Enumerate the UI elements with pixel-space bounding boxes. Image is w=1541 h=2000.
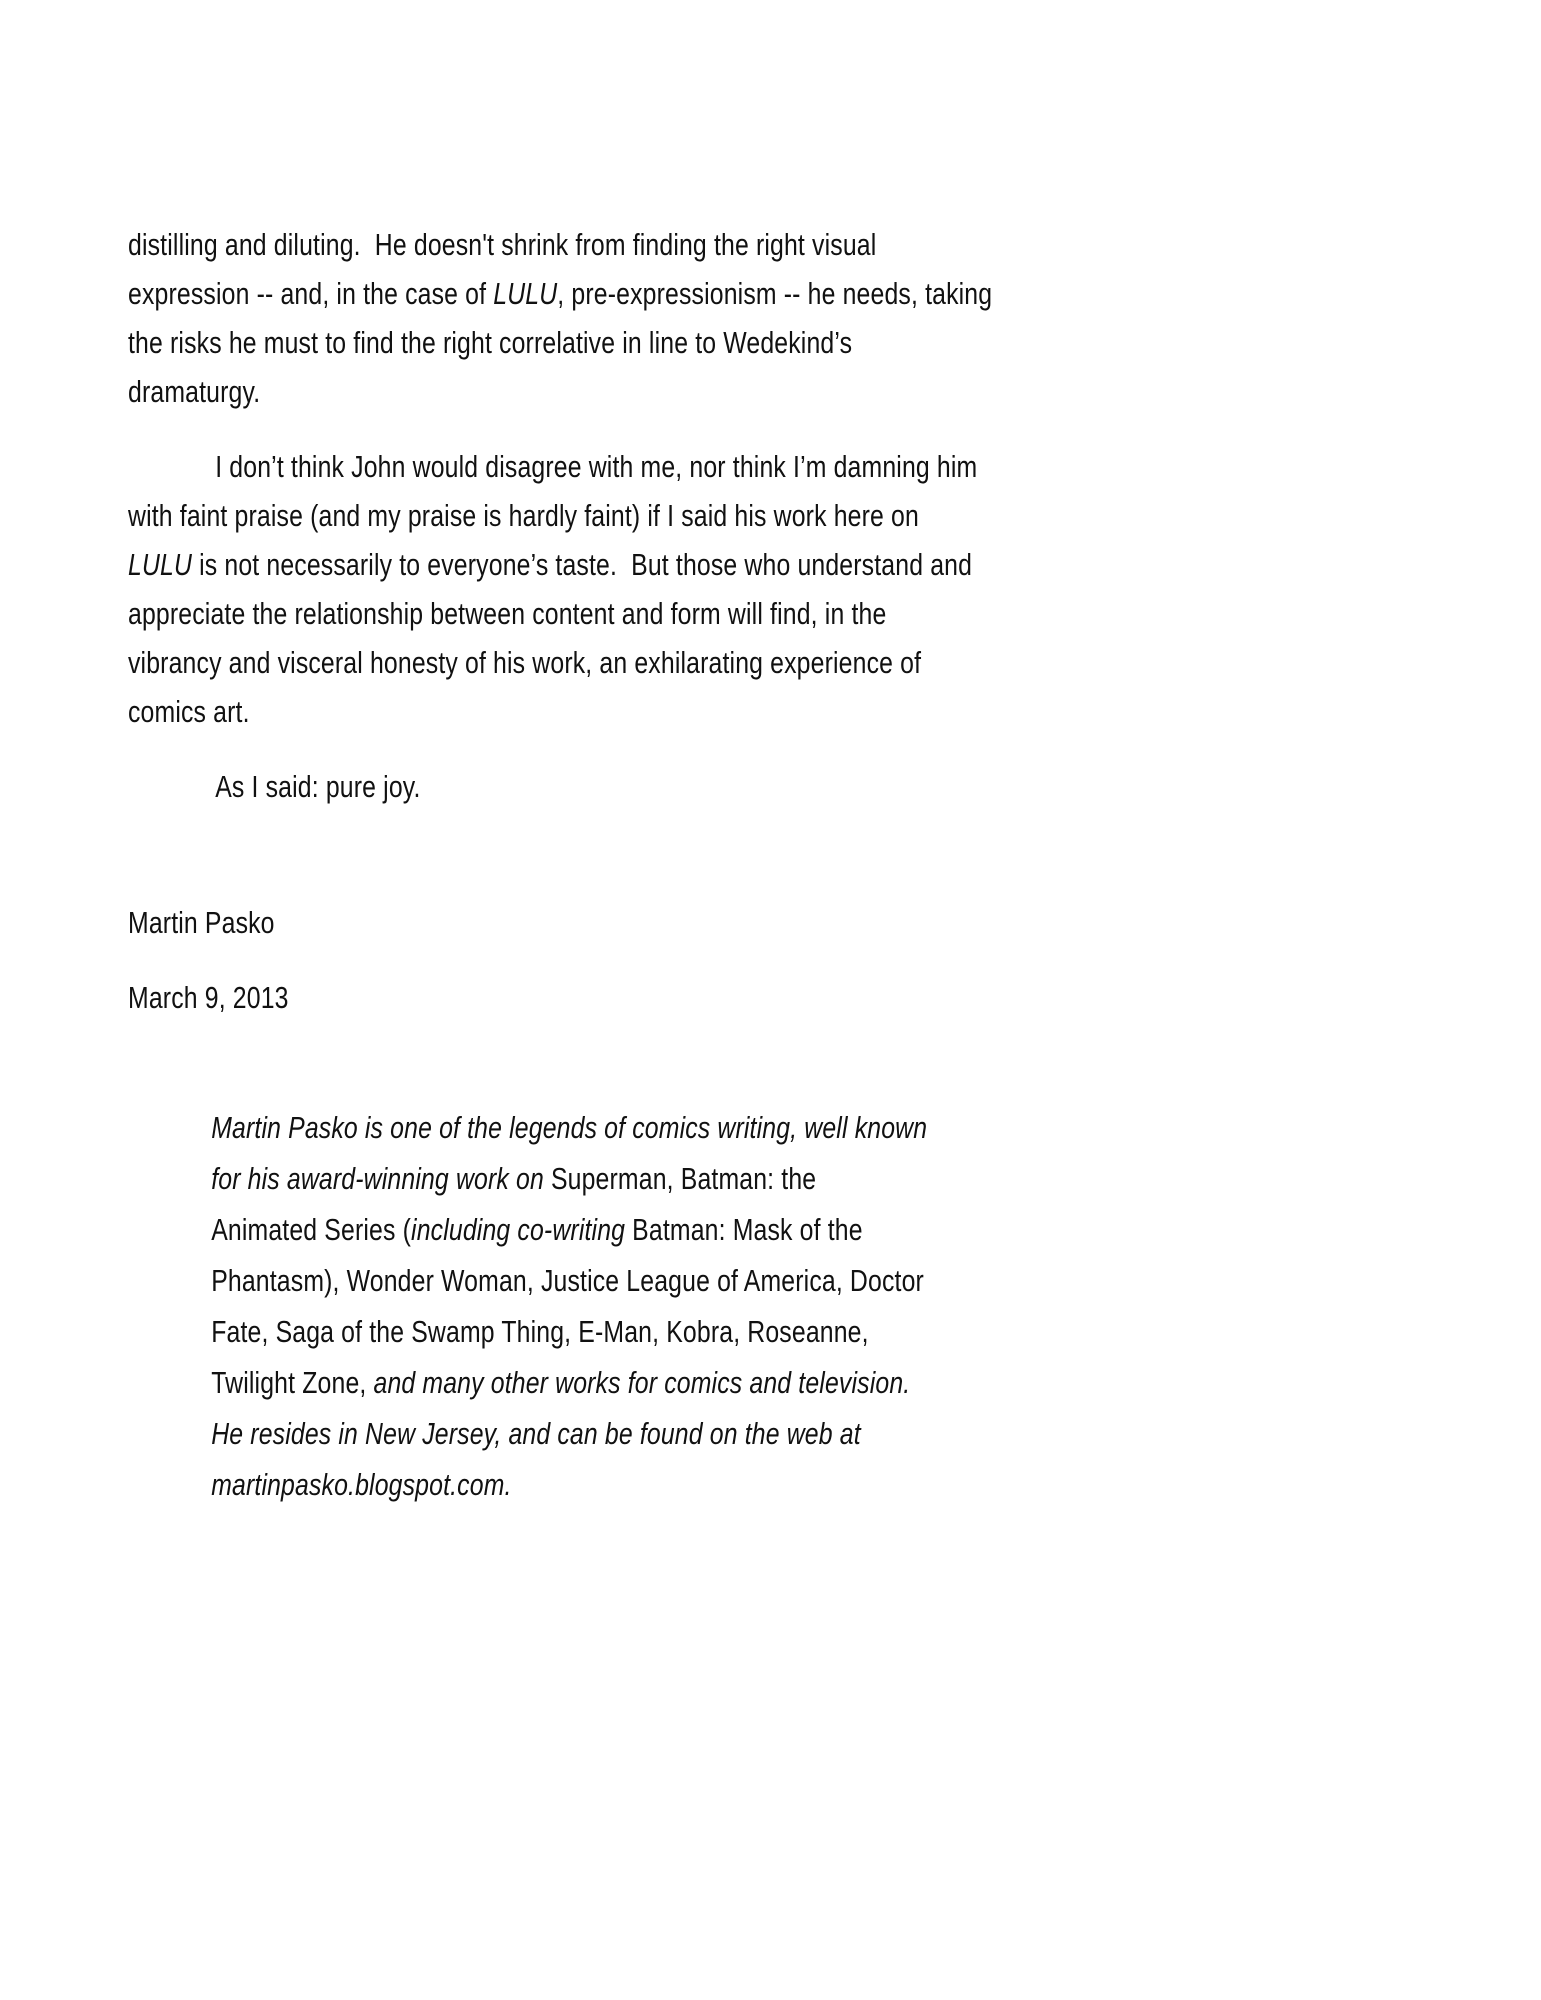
- text-run: Twilight Zone,: [211, 1365, 374, 1400]
- text-line: [128, 638, 1504, 687]
- text-line: [211, 1102, 1504, 1153]
- text-run: Batman: Mask of the: [632, 1212, 863, 1247]
- text-line: [211, 1153, 1504, 1204]
- text-run: I don’t think John would disagree with me, nor think I’m damning him: [215, 449, 978, 484]
- text-line: [128, 762, 1504, 811]
- text-line: [211, 1306, 1504, 1357]
- text-line: [211, 1408, 1504, 1459]
- text-run: Superman, Batman: the: [550, 1161, 817, 1196]
- text-run: Phantasm), Wonder Woman, Justice League of America, Doctor: [211, 1263, 924, 1298]
- paragraph-dont-think-john: [128, 442, 1504, 736]
- text-run: for his award-winning work on: [211, 1161, 551, 1196]
- text-run: expression -- and, in the case of: [128, 276, 494, 311]
- signature-date: March 9, 2013: [128, 980, 289, 1015]
- text-line: [211, 1255, 1504, 1306]
- text-line: [128, 540, 1504, 589]
- text-run: Martin Pasko is one of the legends of comics writing, well known: [211, 1110, 928, 1145]
- paragraph-distilling: [128, 220, 1504, 416]
- text-line: [211, 1357, 1504, 1408]
- text-run: Fate, Saga of the Swamp Thing, E-Man, Kobra, Roseanne,: [211, 1314, 869, 1349]
- text-line: [128, 589, 1504, 638]
- text-run: As I said: pure joy.: [215, 769, 421, 804]
- title-lulu: LULU: [493, 276, 558, 311]
- letter-paragraphs: [128, 220, 1504, 811]
- text-run: and many other works for comics and television.: [373, 1365, 911, 1400]
- text-run: is not necessarily to everyone’s taste. But those who understand and: [192, 547, 973, 582]
- text-line: [128, 687, 1504, 736]
- text-run: He resides in New Jersey, and can be found on the web at: [211, 1416, 861, 1451]
- text-run: dramaturgy.: [128, 374, 261, 409]
- text-line: [128, 220, 1504, 269]
- text-run: , pre-expressionism -- he needs, taking: [557, 276, 993, 311]
- text-run: appreciate the relationship between content and form will find, in the: [128, 596, 887, 631]
- text-line: [211, 1204, 1504, 1255]
- author-bio: [211, 1102, 1504, 1510]
- text-run: vibrancy and visceral honesty of his work, an exhilarating experience of: [128, 645, 922, 680]
- paragraph-pure-joy: [128, 762, 1504, 811]
- text-line: [128, 367, 1504, 416]
- text-run: including co-writing: [411, 1212, 633, 1247]
- text-run: the risks he must to find the right correlative in line to Wedekind’s: [128, 325, 853, 360]
- text-run: Animated Series (: [211, 1212, 412, 1247]
- text-line: [211, 1459, 1504, 1510]
- author-website-url: martinpasko.blogspot.com.: [211, 1467, 512, 1502]
- text-run: comics art.: [128, 694, 250, 729]
- title-lulu: LULU: [128, 547, 193, 582]
- text-run: distilling and diluting. He doesn't shrink from finding the right visual: [128, 227, 877, 262]
- text-run: with faint praise (and my praise is hardly faint) if I said his work here on: [128, 498, 919, 533]
- text-line: [128, 442, 1504, 491]
- text-line: [128, 491, 1504, 540]
- signature-name: Martin Pasko: [128, 905, 275, 940]
- text-line: [128, 269, 1504, 318]
- text-line: [128, 318, 1504, 367]
